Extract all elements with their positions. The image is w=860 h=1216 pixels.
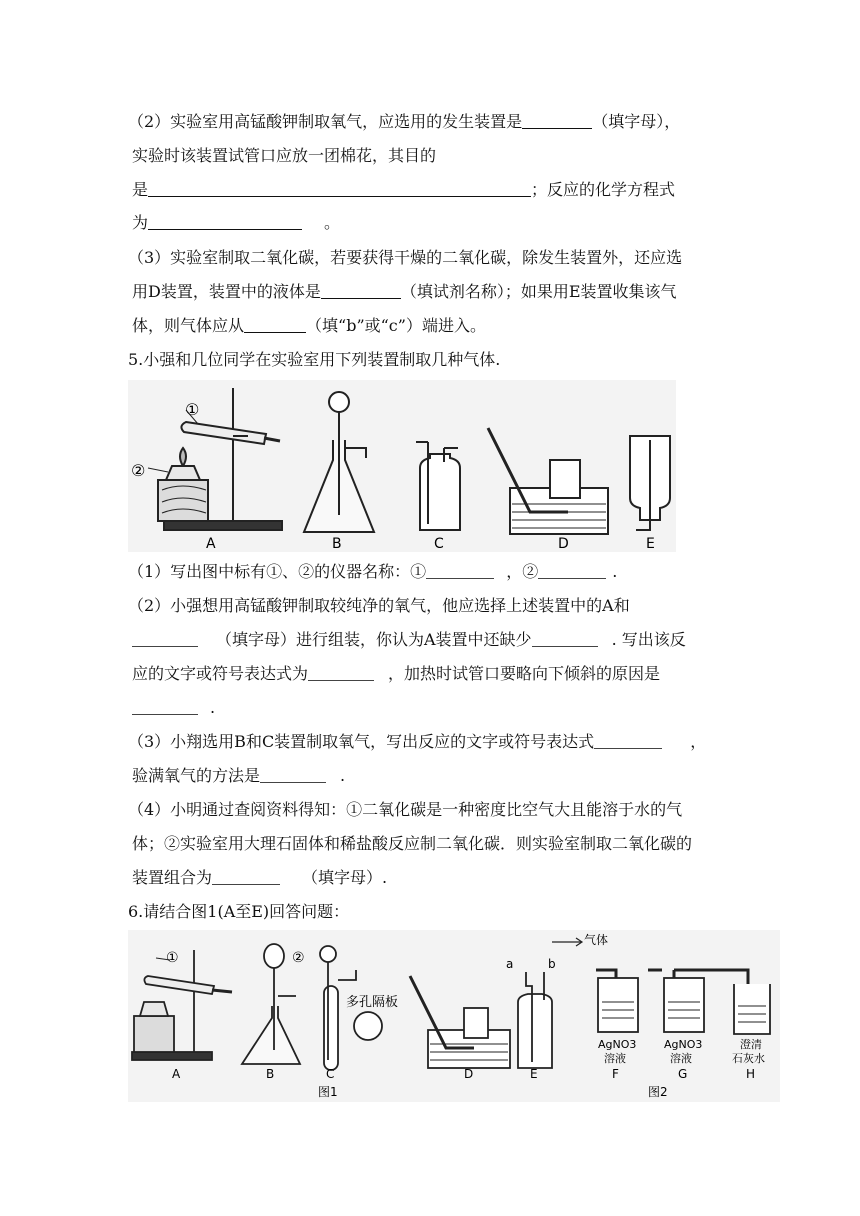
- text: （3）小翔选用B和C装置制取氧气，写出反应的文字或符号表达式: [128, 732, 595, 751]
- label-h: H: [746, 1067, 756, 1081]
- answer-blank[interactable]: [522, 112, 592, 129]
- answer-blank[interactable]: [594, 732, 662, 749]
- collecting-bottle-icon: [550, 460, 580, 498]
- label-e: E: [530, 1067, 538, 1081]
- q5-2-line2: [132, 630, 686, 650]
- porous-plate-label: 多孔隔板: [346, 995, 399, 1010]
- answer-blank[interactable]: [532, 630, 598, 647]
- text: 6.请结合图1(A至E)回答问题：: [128, 902, 350, 921]
- label-f: F: [612, 1067, 619, 1081]
- answer-blank[interactable]: [538, 562, 606, 579]
- answer-blank[interactable]: [212, 868, 280, 885]
- q4-3-line3: [132, 316, 486, 336]
- answer-blank[interactable]: [321, 282, 401, 299]
- f-reagent-label-2: 溶液: [604, 1052, 626, 1065]
- answer-blank[interactable]: [148, 213, 302, 230]
- gas-bottle-icon: [518, 994, 552, 1068]
- label-c: C: [434, 536, 444, 552]
- answer-blank[interactable]: [132, 630, 198, 647]
- wash-bottle-f-icon: [598, 978, 638, 1032]
- answer-blank[interactable]: [426, 562, 494, 579]
- port-b-label: b: [548, 957, 556, 971]
- label-e: E: [646, 536, 655, 552]
- funnel-bulb-icon: [329, 392, 349, 412]
- text: ，: [690, 732, 707, 751]
- flame-icon: [180, 448, 186, 466]
- label-a: A: [206, 536, 216, 552]
- delivery-tube-icon: [212, 990, 232, 992]
- text: . 写出该反: [611, 630, 686, 649]
- g-reagent-label: AgNO3: [664, 1038, 703, 1051]
- text: （填字母），: [592, 112, 681, 131]
- q5-3-line2: [132, 766, 345, 786]
- gas-bottle-icon: [420, 454, 460, 530]
- text: ，②: [506, 562, 539, 581]
- text: 用D装置，装置中的液体是: [132, 282, 321, 301]
- h-reagent-label: 澄清: [740, 1038, 762, 1051]
- text: （1）写出图中标有①、②的仪器名称：①: [128, 562, 427, 581]
- marker-1: ①: [185, 400, 200, 419]
- label-g: G: [678, 1067, 688, 1081]
- test-tube-icon: [324, 986, 338, 1070]
- text: （3）实验室制取二氧化碳，若要获得干燥的二氧化碳，除发生装置外，还应选: [128, 248, 683, 267]
- q4-2-line3: [132, 180, 675, 200]
- q4-2-line1: [128, 112, 680, 132]
- g-reagent-label-2: 溶液: [670, 1052, 692, 1065]
- text: 装置组合为: [132, 868, 213, 887]
- text: 。: [324, 213, 341, 232]
- figure-2-caption: 图2: [648, 1085, 668, 1099]
- q6-title: [128, 902, 349, 922]
- funnel-bulb-icon: [320, 946, 336, 962]
- text: .: [340, 766, 346, 785]
- text: 为: [132, 213, 149, 232]
- text: （填字母）进行组装，你认为A装置中还缺少: [216, 630, 532, 649]
- q6-apparatus-figure: [128, 930, 780, 1102]
- q5-2-line4: [132, 698, 215, 718]
- label-a: A: [172, 1067, 181, 1081]
- q5-2-line1: [128, 596, 630, 616]
- q5-1-line: [128, 562, 617, 582]
- stand-base-icon: [164, 521, 282, 530]
- label-b: B: [266, 1067, 275, 1081]
- text: 应的文字或符号表达式为: [132, 664, 309, 683]
- port-a-label: a: [506, 957, 514, 971]
- marker-1: ①: [166, 950, 179, 966]
- text: 体，则气体应从: [132, 316, 245, 335]
- marker-2: ②: [292, 950, 305, 966]
- q5-4-line2: [132, 834, 692, 854]
- text: 实验时该装置试管口应放一团棉花，其目的: [132, 146, 437, 165]
- answer-blank[interactable]: [148, 180, 531, 197]
- text: （填“b”或“c”）端进入。: [306, 316, 486, 335]
- q5-apparatus-figure: [128, 380, 676, 552]
- alcohol-lamp-icon: [140, 1002, 168, 1016]
- collecting-bottle-icon: [464, 1008, 488, 1038]
- figure-1-caption: 图1: [318, 1085, 338, 1099]
- text: .: [210, 698, 216, 717]
- answer-blank[interactable]: [260, 766, 326, 783]
- text: （填试剂名称）；如果用E装置收集该气: [400, 282, 677, 301]
- q5-title: [128, 350, 500, 370]
- text: .: [612, 562, 618, 581]
- h-reagent-label-2: 石灰水: [732, 1052, 765, 1065]
- text: （2）小强想用高锰酸钾制取较纯净的氧气，他应选择上述装置中的A和: [128, 596, 630, 615]
- q4-3-line1: [128, 248, 682, 268]
- wash-bottle-g-icon: [664, 978, 704, 1032]
- porous-plate-icon: [354, 1012, 382, 1040]
- text: （填字母）.: [302, 868, 388, 887]
- q4-2-line2: [132, 146, 436, 166]
- answer-blank[interactable]: [308, 664, 374, 681]
- text: 是: [132, 180, 149, 199]
- text: 5.小强和几位同学在实验室用下列装置制取几种气体.: [128, 350, 501, 369]
- q5-4-line3: [132, 868, 387, 888]
- label-d: D: [464, 1067, 474, 1081]
- q5-2-line3: [132, 664, 660, 684]
- text: 体；②实验室用大理石固体和稀盐酸反应制二氧化碳．则实验室制取二氧化碳的: [132, 834, 693, 853]
- q4-2-line4: [132, 213, 340, 233]
- text: （2）实验室用高锰酸钾制取氧气，应选用的发生装置是: [128, 112, 523, 131]
- q5-3-line1: [128, 732, 706, 752]
- text: ；反应的化学方程式: [531, 180, 676, 199]
- q5-4-line1: [128, 800, 682, 820]
- marker-2: ②: [131, 461, 146, 480]
- label-d: D: [558, 536, 569, 552]
- text: 验满氧气的方法是: [132, 766, 261, 785]
- wood-block-icon: [134, 1016, 174, 1052]
- text: ，加热时试管口要略向下倾斜的原因是: [388, 664, 661, 683]
- answer-blank[interactable]: [244, 316, 306, 333]
- stand-base-icon: [132, 1052, 212, 1060]
- alcohol-lamp-icon: [166, 466, 200, 480]
- text: （4）小明通过查阅资料得知：①二氧化碳是一种密度比空气大且能溶于水的气: [128, 800, 683, 819]
- separating-funnel-icon: [264, 944, 284, 968]
- answer-blank[interactable]: [132, 698, 198, 715]
- label-c: C: [326, 1067, 335, 1081]
- label-b: B: [332, 536, 342, 552]
- f-reagent-label: AgNO3: [598, 1038, 637, 1051]
- q4-3-line2: [132, 282, 677, 302]
- gas-label: 气体: [584, 933, 609, 947]
- beaker-icon: [734, 984, 770, 1034]
